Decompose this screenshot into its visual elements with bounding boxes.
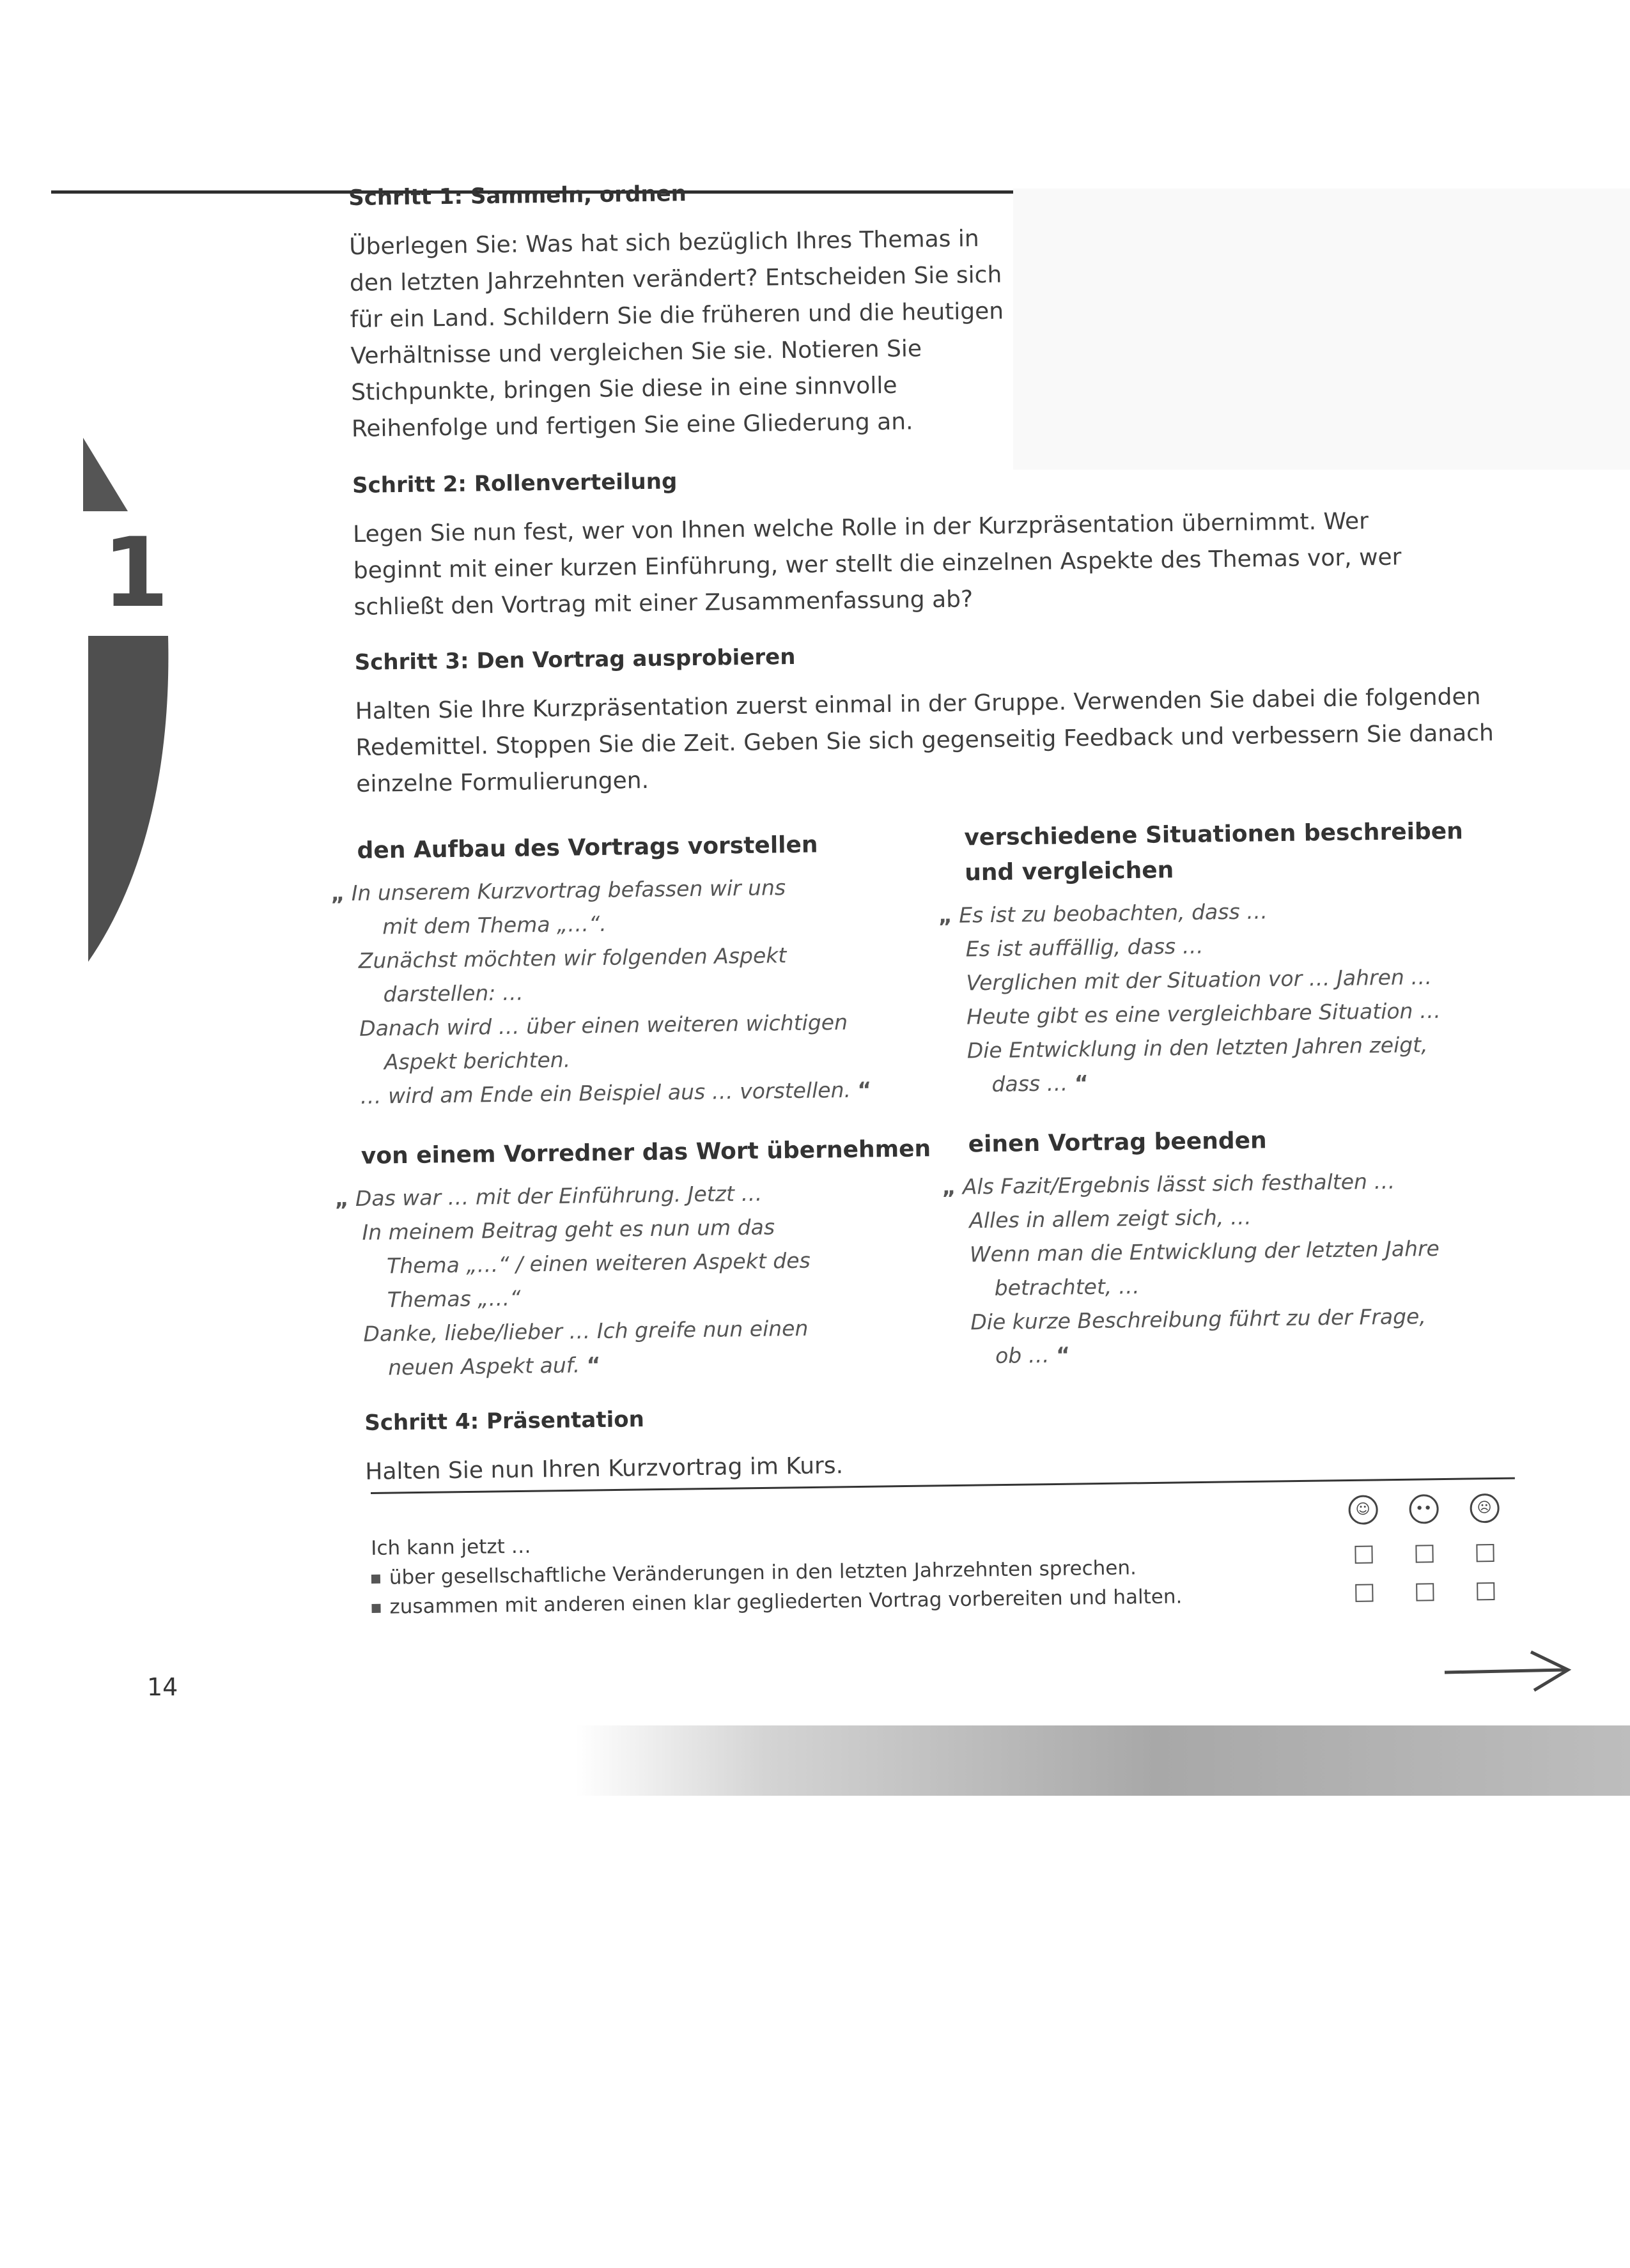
aufbau-line-1: In unserem Kurzvortrag befassen wir uns <box>351 875 786 906</box>
aufbau-title: den Aufbau des Vortrags vorstellen <box>357 831 818 864</box>
quote-close-mark: “ <box>1074 1070 1089 1096</box>
vorredner-line-6: neuen Aspekt auf. <box>387 1352 580 1380</box>
beenden-line-5: Die kurze Beschreibung führt zu der Frage, <box>970 1304 1427 1335</box>
step-3 <box>355 635 1501 803</box>
aufbau-line-3: Zunächst möchten wir folgenden Aspekt <box>358 943 787 973</box>
beenden-line-3: Wenn man die Entwicklung der letzten Jahre <box>969 1235 1440 1267</box>
quote-open-mark: „ <box>942 1174 956 1200</box>
beenden-title: einen Vortrag beenden <box>968 1127 1267 1158</box>
happy-face-icon: ☺ <box>1348 1495 1378 1525</box>
bullet-icon <box>371 1603 380 1612</box>
step-2 <box>352 459 1409 626</box>
block-vorredner <box>334 1130 972 1384</box>
aufbau-line-4: darstellen: … <box>383 980 524 1007</box>
self-check-item: zusammen mit anderen einen klar gegliederten Vortrag vorbereiten und halten. <box>371 1582 1182 1622</box>
situationen-line-5: Die Entwicklung in den letzten Jahren zeigt, <box>966 1032 1428 1063</box>
beenden-line-1: Als Fazit/Ergebnis lässt sich festhalten … <box>962 1168 1395 1200</box>
rating-checkbox[interactable] <box>1354 1545 1372 1563</box>
situationen-title-line-2: und vergleichen <box>964 857 1174 886</box>
vorredner-line-1: Das war … mit der Einführung. Jetzt … <box>355 1180 763 1211</box>
self-check-item: über gesellschaftliche Veränderungen in den letzten Jahrzehnten sprechen. <box>371 1552 1182 1593</box>
vorredner-line-3: Thema „…“ / einen weiteren Aspekt des <box>386 1247 811 1279</box>
situationen-line-2: Es ist auffällig, dass … <box>965 933 1204 962</box>
step-2-text: Legen Sie nun fest, wer von Ihnen welche Rolle in der Kurzpräsentation übernimmt. Wer beginnt mit einer kurzen Einführung, wer stellt die einzelnen Aspekte des Themas vor, wer schließt den Vortrag mit einer Zusammenfassung ab? <box>352 508 1402 621</box>
rating-checkbox[interactable] <box>1476 1544 1494 1562</box>
vorredner-title: von einem Vorredner das Wort übernehmen <box>361 1136 931 1169</box>
step-4-title: Schritt 4: Präsentation <box>364 1407 645 1436</box>
quote-close-mark: “ <box>586 1352 601 1378</box>
step-2-title: Schritt 2: Rollenverteilung <box>352 468 678 498</box>
redemittel-left-column <box>330 825 972 1490</box>
self-check-text <box>371 1523 1183 1622</box>
aufbau-line-7: … wird am Ende ein Beispiel aus … vorstellen. <box>360 1077 851 1109</box>
chapter-number: 1 <box>102 518 169 629</box>
quote-close-mark: “ <box>1055 1342 1071 1368</box>
aufbau-line-2: mit dem Thema „…“. <box>382 911 607 939</box>
block-situationen <box>938 814 1492 1102</box>
block-beenden <box>942 1120 1495 1373</box>
chapter-triangle-icon <box>83 438 128 511</box>
aufbau-phrases <box>330 868 968 1113</box>
vorredner-line-5: Danke, liebe/lieber … Ich greife nun einen <box>363 1315 809 1346</box>
quote-close-mark: “ <box>857 1077 872 1102</box>
self-check <box>371 1500 1516 1622</box>
step-1-text: Überlegen Sie: Was hat sich bezüglich Ihres Themas in den letzten Jahrzehnten verändert? Entscheiden Sie sich für ein Land. Schildern Sie die früheren und die heutigen Verhältnisse und vergleichen Sie sie. Notieren Sie Stichpunkte, bringen Sie diese in eine sinnvolle Reihenfolge und fertigen Sie eine Gliederung an. <box>348 226 1004 442</box>
situationen-line-6: dass … <box>991 1070 1068 1097</box>
quote-open-mark: „ <box>334 1186 349 1212</box>
situationen-line-1: Es ist zu beobachten, dass … <box>958 899 1268 928</box>
bullet-icon <box>371 1574 380 1583</box>
step-4 <box>364 1402 973 1490</box>
quote-open-mark: „ <box>938 902 952 929</box>
quote-open-mark: „ <box>330 881 345 906</box>
step-4-text: Halten Sie nun Ihren Kurzvortrag im Kurs. <box>365 1453 844 1485</box>
situationen-line-4: Heute gibt es eine vergleichbare Situation … <box>966 998 1441 1030</box>
aufbau-line-5: Danach wird … über einen weiteren wichtigen <box>359 1009 848 1041</box>
page-number: 14 <box>147 1673 178 1701</box>
redemittel-right-column <box>938 818 1496 1483</box>
situationen-line-3: Verglichen mit der Situation vor … Jahren … <box>966 964 1432 996</box>
aufbau-line-6: Aspekt berichten. <box>384 1047 571 1075</box>
vorredner-line-4: Themas „…“ <box>387 1285 521 1313</box>
beenden-line-2: Alles in allem zeigt sich, … <box>969 1204 1252 1233</box>
rating-checkbox[interactable] <box>1416 1584 1434 1601</box>
step-1 <box>348 177 1010 447</box>
rating-checkbox[interactable] <box>1355 1584 1373 1602</box>
beenden-line-6: ob … <box>995 1342 1050 1368</box>
chapter-marker-shape <box>88 636 171 962</box>
arrow-right-icon <box>1441 1646 1576 1697</box>
scan-shadow-band <box>575 1725 1630 1796</box>
step-3-text: Halten Sie Ihre Kurzpräsentation zuerst einmal in der Gruppe. Verwenden Sie dabei die folgenden Redemittel. Stoppen Sie die Zeit. Geben Sie sich gegenseitig Feedback und verbessern Sie danach einzelne Formulierungen. <box>355 683 1494 798</box>
vorredner-line-2: In meinem Beitrag geht es nun um das <box>362 1214 775 1245</box>
step-1-title: Schritt 1: Sammeln, ordnen <box>348 181 687 211</box>
step-3-title: Schritt 3: Den Vortrag ausprobieren <box>354 644 796 675</box>
self-check-intro: Ich kann jetzt … <box>371 1534 531 1560</box>
situationen-title-line-1: verschiedene Situationen beschreiben <box>964 818 1464 851</box>
self-check-rating-grid <box>1332 1493 1516 1610</box>
vorredner-phrases <box>334 1173 971 1384</box>
sad-face-icon: ☹ <box>1470 1493 1500 1524</box>
beenden-phrases <box>942 1163 1495 1373</box>
redemittel-columns <box>330 818 1516 1490</box>
beenden-line-4: betrachtet, … <box>994 1273 1140 1300</box>
situationen-phrases <box>938 891 1492 1102</box>
rating-checkbox[interactable] <box>1477 1582 1494 1600</box>
main-content <box>330 170 1516 1490</box>
rating-checkbox[interactable] <box>1415 1545 1433 1562</box>
neutral-face-icon: •• <box>1409 1494 1439 1524</box>
block-aufbau <box>330 825 968 1113</box>
